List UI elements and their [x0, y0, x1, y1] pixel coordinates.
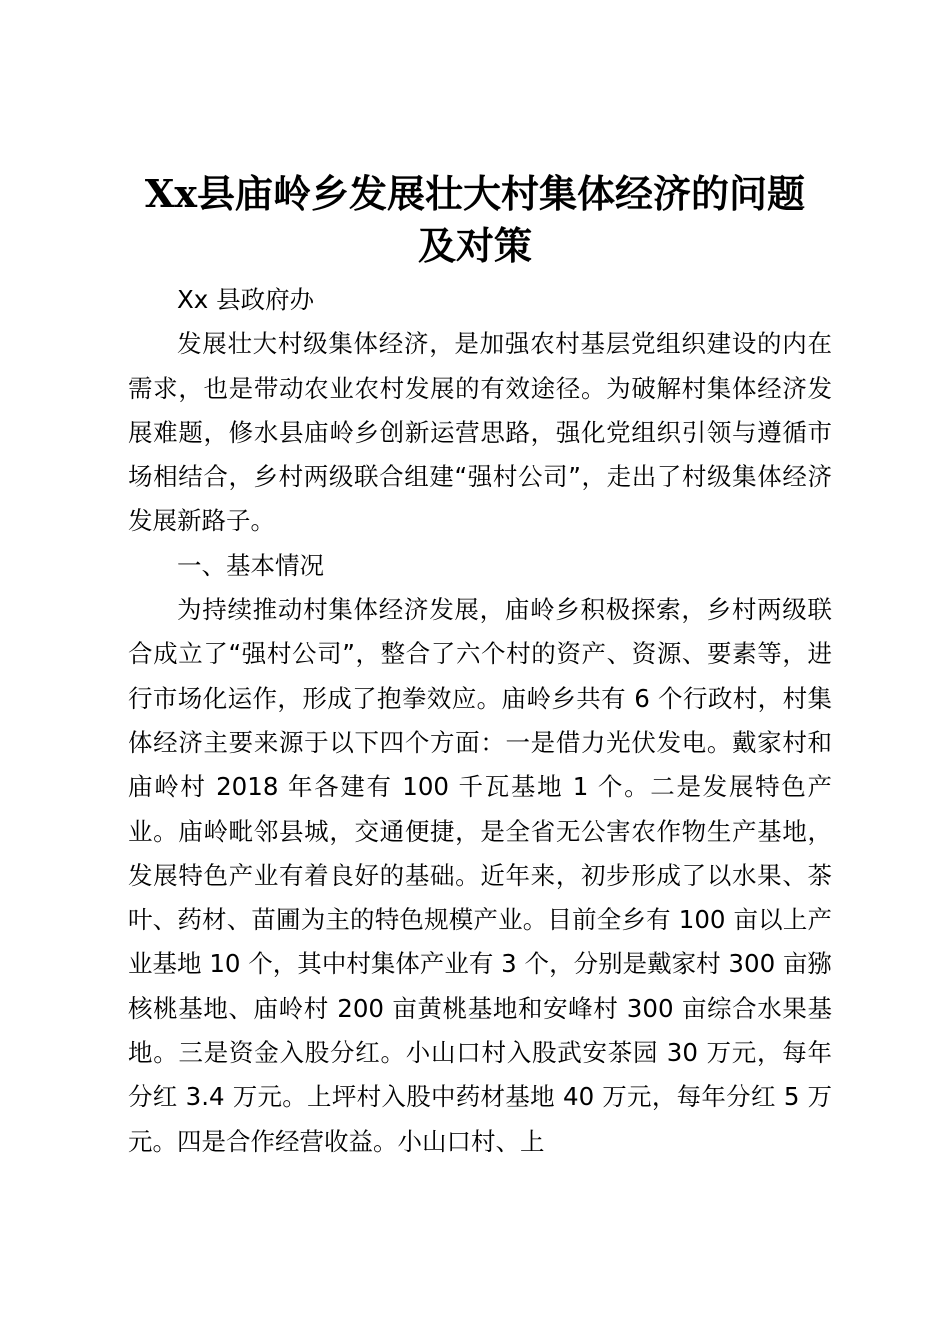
paragraph-basic-situation: 为持续推动村集体经济发展，庙岭乡积极探索，乡村两级联合成立了“强村公司”，整合了六个村的资产、资源、要素等，进行市场化运作，形成了抱拳效应。庙岭乡共有 6 个行政村，村集体经济主要来源于以下四个方面：一是借力光伏发电。戴家村和庙岭村 2018 年各建有 100 千瓦基地 1 个。二是发展特色产业。庙岭毗邻县城，交通便捷，是全省无公害农作物生产基地，发展特色产业有着良好的基础。近年来，初步形成了以水果、茶叶、药材、苗圃为主的特色规模产业。目前全乡有 100 亩以上产业基地 10 个，其中村集体产业有 3 个，分别是戴家村 300 亩猕核桃基地、庙岭村 200 亩黄桃基地和安峰村 300 亩综合水果基地。三是资金入股分红。小山口村入股武安茶园 30 万元，每年分红 3.4 万元。上坪村入股中药材基地 40 万元，每年分红 5 万元。四是合作经营收益。小山口村、上 — [128, 595, 832, 1156]
author-line: Xx 县政府办 — [177, 285, 315, 314]
document-body — [128, 278, 832, 1164]
paragraph-intro: 发展壮大村级集体经济，是加强农村基层党组织建设的内在需求，也是带动农业农村发展的有效途径。为破解村集体经济发展难题，修水县庙岭乡创新运营思路，强化党组织引领与遵循市场相结合，乡村两级联合组建“强村公司”，走出了村级集体经济发展新路子。 — [128, 329, 832, 536]
document-title: Xx县庙岭乡发展壮大村集体经济的问题及对策 — [144, 171, 806, 268]
section-heading: 一、基本情况 — [177, 550, 324, 580]
